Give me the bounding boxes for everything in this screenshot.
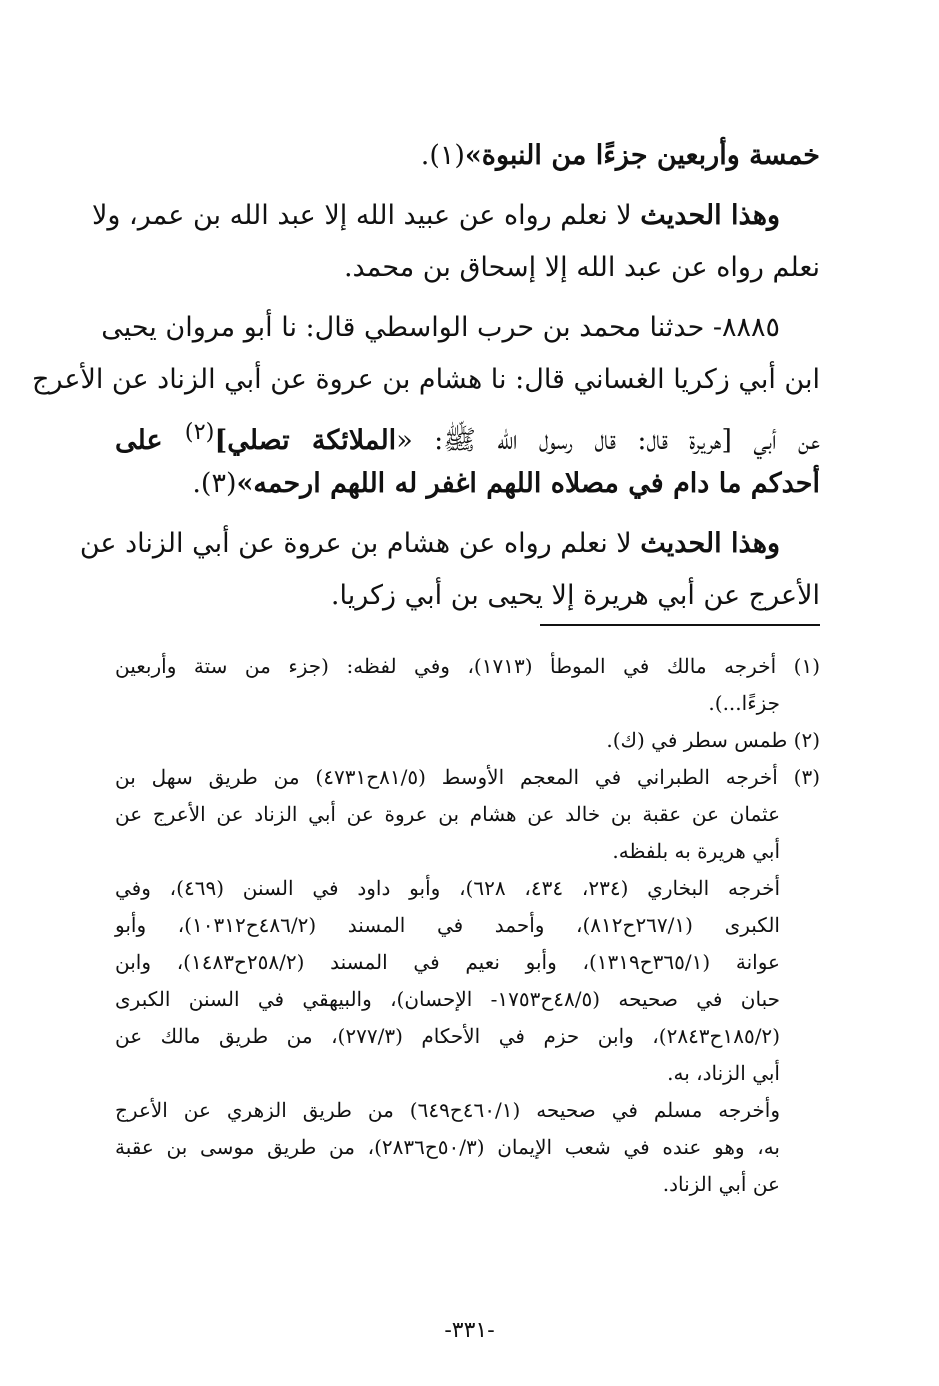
footnote-line: (١٨٥/٢ح٢٨٤٣)، وابن حزم في الأحكام (٢٧٧/٣)، من طريق مالك عن <box>115 1024 780 1048</box>
footnote-line: عثمان عن عقبة بن خالد عن هشام بن عروة عن أبي الزناد عن الأعرج عن <box>115 802 780 826</box>
footnote-line: عن أبي الزناد. <box>662 1172 780 1196</box>
text-line: خمسة وأربعين جزءًا من النبوة»(١). <box>420 140 820 171</box>
text-line: وهذا الحديث لا نعلم رواه عن هشام بن عروة عن أبي الزناد عن <box>79 528 780 559</box>
footnote-line: الكبرى (٢٦٧/١ح٨١٢)، وأحمد في المسند (٤٨٦/٢ح١٠٣١٢)، وأبو <box>115 913 780 937</box>
footnote-line: عوانة (٣٦٥/١ح١٣١٩)، وأبو نعيم في المسند (٢٥٨/٢ح١٤٨٣)، وابن <box>115 950 780 974</box>
footnote-line: أبي الزناد، به. <box>667 1061 780 1085</box>
text-line: ابن أبي زكريا الغساني قال: نا هشام بن عروة عن أبي الزناد عن الأعرج <box>32 364 820 395</box>
footnote-line: (٣) أخرجه الطبراني في المعجم الأوسط (٨١/٥ح٤٧٣١) من طريق سهل بن <box>115 765 820 789</box>
footnote-line: (١) أخرجه مالك في الموطأ (١٧١٣)، وفي لفظه: (جزء من ستة وأربعين <box>115 654 821 678</box>
footnote-line: وأخرجه مسلم في صحيحه (٤٦٠/١ح٦٤٩) من طريق الزهري عن الأعرج <box>115 1098 780 1122</box>
footnote-line: به، وهو عنده في شعب الإيمان (٥٠/٣ح٢٨٣٦)، من طريق موسى بن عقبة <box>115 1135 780 1159</box>
text-line: وهذا الحديث لا نعلم رواه عن عبيد الله إلا عبد الله بن عمر، ولا <box>92 200 780 231</box>
footnote-line: جزءًا...). <box>708 691 780 715</box>
text-line: الأعرج عن أبي هريرة إلا يحيى بن أبي زكريا. <box>330 580 820 611</box>
text-line: ٨٨٨٥- حدثنا محمد بن حرب الواسطي قال: نا أبو مروان يحيى <box>101 312 780 343</box>
footnote-line: حبان في صحيحه (٤٨/٥ح١٧٥٣- الإحسان)، والبيهقي في السنن الكبرى <box>115 987 780 1011</box>
footnote-line: أخرجه البخاري (٢٣٤، ٤٣٤، ٦٢٨)، وأبو داود في السنن (٤٦٩)، وفي <box>115 876 780 900</box>
main-text <box>32 130 821 622</box>
text-line: نعلم رواه عن عبد الله إلا إسحاق بن محمد. <box>343 252 820 283</box>
footnote-line: أبي هريرة به بلفظه. <box>612 839 780 863</box>
text-line: أحدكم ما دام في مصلاه اللهم اغفر له اللهم ارحمه»(٣). <box>192 468 820 499</box>
text-line: عن أبي [هريرة قال: قال رسول الله ﷺ: «الملائكة تصلي]$^{(٢)}$ على <box>115 419 821 456</box>
footnotes <box>115 648 820 1203</box>
page-number: -٣٣١- <box>444 1318 495 1343</box>
footnote-divider <box>540 624 820 626</box>
footnote-line: (٢) طمس سطر في (ك). <box>606 728 820 752</box>
